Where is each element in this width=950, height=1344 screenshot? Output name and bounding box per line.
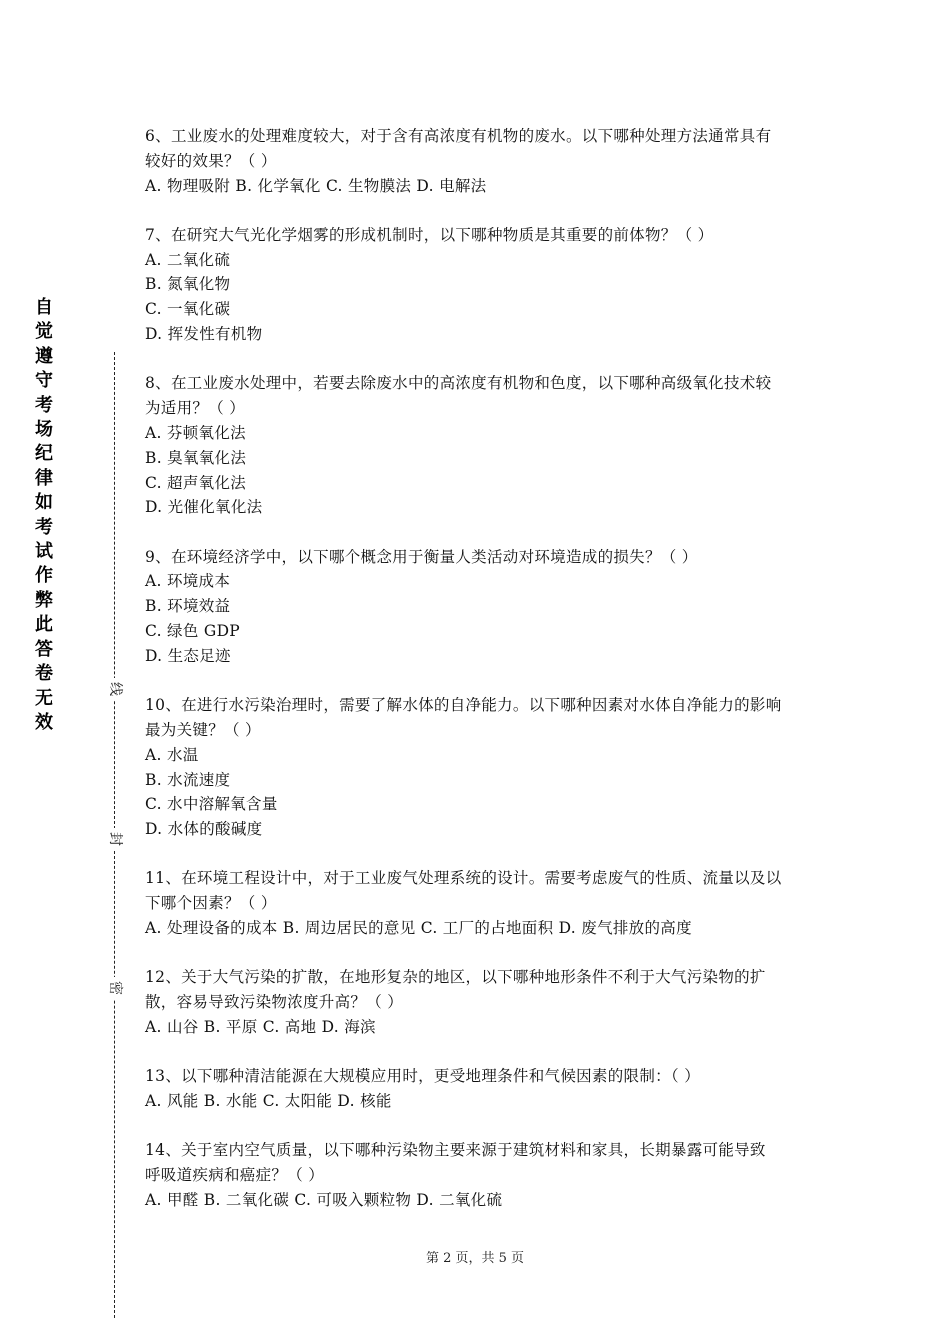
question-stem: 11、在环境工程设计中，对于工业废气处理系统的设计。需要考虑废气的性质、流量以及以 xyxy=(145,869,782,888)
question-stem: 13、以下哪种清洁能源在大规模应用时，更受地理条件和气候因素的限制：（ ） xyxy=(145,1067,701,1086)
question-option: A. 甲醛 B. 二氧化碳 C. 可吸入颗粒物 D. 二氧化硫 xyxy=(145,1190,503,1209)
question-option: D. 水体的酸碱度 xyxy=(145,820,263,839)
question-stem: 为适用？（ ） xyxy=(145,399,246,418)
question-stem: 14、关于室内空气质量，以下哪种污染物主要来源于建筑材料和家具，长期暴露可能导致 xyxy=(145,1141,766,1160)
question-stem: 10、在进行水污染治理时，需要了解水体的自净能力。以下哪种因素对水体自净能力的影响 xyxy=(145,696,782,715)
question-option: C. 一氧化碳 xyxy=(145,300,231,319)
question-option: B. 环境效益 xyxy=(145,597,231,616)
question-stem: 较好的效果？（ ） xyxy=(145,151,277,170)
question-list xyxy=(145,124,810,1237)
question-option: A. 二氧化硫 xyxy=(145,250,231,269)
question-item xyxy=(145,693,810,842)
question-option: B. 氮氧化物 xyxy=(145,275,231,294)
question-stem: 呼吸道疾病和癌症？（ ） xyxy=(145,1166,325,1185)
question-stem: 下哪个因素？（ ） xyxy=(145,894,277,913)
question-option: D. 生态足迹 xyxy=(145,646,231,665)
question-option: C. 超声氧化法 xyxy=(145,473,247,492)
binding-label-seal: 封 xyxy=(102,828,128,850)
question-option: A. 水温 xyxy=(145,745,199,764)
question-option: A. 风能 B. 水能 C. 太阳能 D. 核能 xyxy=(145,1092,392,1110)
question-stem: 最为关键？（ ） xyxy=(145,720,261,739)
question-stem: 散，容易导致污染物浓度升高？（ ） xyxy=(145,993,404,1012)
question-stem: 8、在工业废水处理中，若要去除废水中的高浓度有机物和色度，以下哪种高级氧化技术较 xyxy=(145,374,772,393)
question-item xyxy=(145,371,810,520)
question-stem: 12、关于大气污染的扩散，在地形复杂的地区，以下哪种地形条件不利于大气污染物的扩 xyxy=(145,968,766,987)
question-stem: 7、在研究大气光化学烟雾的形成机制时，以下哪种物质是其重要的前体物？（ ） xyxy=(145,225,714,244)
question-item xyxy=(145,545,810,669)
question-item xyxy=(145,223,810,347)
question-option: A. 山谷 B. 平原 C. 高地 D. 海滨 xyxy=(145,1017,376,1036)
question-option: A. 环境成本 xyxy=(145,572,231,591)
binding-label-line: 线 xyxy=(102,678,128,700)
question-option: B. 水流速度 xyxy=(145,770,231,789)
exam-discipline-notice: 自觉遵守考场纪律如考试作弊此答卷无效 xyxy=(35,297,53,733)
question-option: A. 物理吸附 B. 化学氧化 C. 生物膜法 D. 电解法 xyxy=(145,176,487,195)
question-item xyxy=(145,124,810,198)
binding-label-secret: 密 xyxy=(102,977,128,999)
question-option: D. 光催化氧化法 xyxy=(145,498,263,517)
question-item xyxy=(145,866,810,940)
question-stem: 9、在环境经济学中，以下哪个概念用于衡量人类活动对环境造成的损失？（ ） xyxy=(145,547,698,566)
question-option: A. 处理设备的成本 B. 周边居民的意见 C. 工厂的占地面积 D. 废气排放的高度 xyxy=(145,919,692,938)
page-footer: 第 2 页，共 5 页 xyxy=(425,1251,525,1266)
question-stem: 6、工业废水的处理难度较大，对于含有高浓度有机物的废水。以下哪种处理方法通常具有 xyxy=(145,127,772,145)
question-item xyxy=(145,1064,810,1114)
question-item xyxy=(145,1138,810,1212)
question-option: A. 芬顿氧化法 xyxy=(145,423,246,442)
question-option: D. 挥发性有机物 xyxy=(145,325,263,344)
question-option: B. 臭氧氧化法 xyxy=(145,448,247,467)
question-item xyxy=(145,965,810,1039)
question-option: C. 水中溶解氧含量 xyxy=(145,795,278,814)
question-option: C. 绿色 GDP xyxy=(145,622,241,641)
